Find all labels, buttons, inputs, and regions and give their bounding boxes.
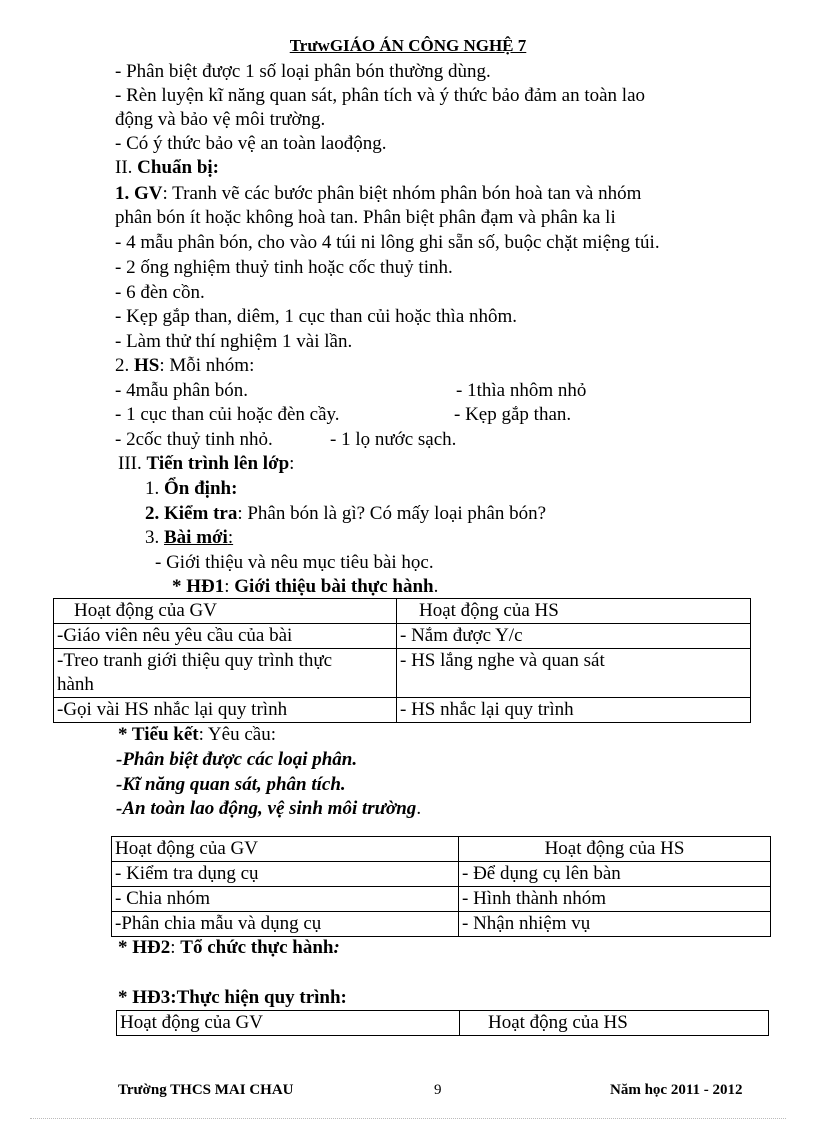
gv-item: - 4 mẫu phân bón, cho vào 4 túi ni lông ghi sẵn số, buộc chặt miệng túi.: [115, 232, 660, 253]
table-header-cell: Hoạt động của GV: [112, 837, 459, 862]
table-row: [54, 698, 751, 723]
table-cell: - HS nhắc lại quy trình: [397, 698, 751, 723]
table-cell: - Nhận nhiệm vụ: [459, 912, 771, 937]
table-header-cell: Hoạt động của HS: [460, 1011, 769, 1036]
table-row: [54, 624, 751, 649]
table-cell: [397, 673, 751, 698]
hs-item: - Kẹp gắp than.: [454, 404, 572, 425]
table-row: [112, 912, 771, 937]
summary-item: -An toàn lao động, vệ sinh môi trường.: [116, 798, 422, 819]
gv-item: - 2 ống nghiệm thuỷ tinh hoặc cốc thuỷ tinh.: [115, 257, 453, 278]
gv-item: - 6 đèn cồn.: [115, 282, 205, 303]
table-cell: - Chia nhóm: [112, 887, 459, 912]
document-header: TrưwGIÁO ÁN CÔNG NGHỆ 7: [289, 36, 527, 55]
hs-item: - 1 lọ nước sạch.: [330, 429, 457, 450]
gv-preparation: 1. GV: Tranh vẽ các bước phân biệt nhóm phân bón hoà tan và nhóm: [115, 183, 642, 204]
table-header-row: [112, 837, 771, 862]
activity-table-2: [111, 836, 771, 937]
hs-preparation: 2. HS: Mỗi nhóm:: [115, 355, 255, 376]
activity-1-heading: * HĐ1: Giới thiệu bài thực hành.: [172, 576, 439, 597]
hs-item: - 1thìa nhôm nhỏ: [456, 380, 587, 401]
step-new-lesson: 3. Bài mới:: [145, 527, 234, 548]
summary-item: -Phân biệt được các loại phân.: [116, 749, 358, 770]
objective-line: - Có ý thức bảo vệ an toàn laođộng.: [115, 133, 387, 154]
table-header-cell: Hoạt động của GV: [117, 1011, 460, 1036]
table-row: [112, 887, 771, 912]
section-heading-process: III. Tiến trình lên lớp:: [118, 453, 295, 474]
page-divider: [30, 1118, 786, 1119]
table-cell: -Gọi vài HS nhắc lại quy trình: [54, 698, 397, 723]
gv-item: - Kẹp gắp than, diêm, 1 cục than củi hoặc thìa nhôm.: [115, 306, 518, 327]
step-stabilize: 1. Ổn định:: [145, 478, 238, 499]
gv-preparation-cont: phân bón ít hoặc không hoà tan. Phân biệt phân đạm và phân ka li: [115, 207, 616, 228]
table-cell: - Kiểm tra dụng cụ: [112, 862, 459, 887]
table-header-cell: Hoạt động của HS: [459, 837, 771, 862]
footer-school: Trường THCS MAI CHAU: [118, 1082, 294, 1098]
objective-line: - Rèn luyện kĩ năng quan sát, phân tích và ý thức bảo đảm an toàn lao: [115, 85, 646, 106]
table-cell: hành: [54, 673, 397, 698]
summary-heading: * Tiểu kết: Yêu cầu:: [118, 724, 276, 745]
table-cell: - HS lắng nghe và quan sát: [397, 649, 751, 674]
table-cell: -Treo tranh giới thiệu quy trình thực: [54, 649, 397, 674]
table-row: [54, 649, 751, 674]
table-cell: -Giáo viên nêu yêu cầu của bài: [54, 624, 397, 649]
summary-item: -Kĩ năng quan sát, phân tích.: [116, 774, 346, 795]
step-check: 2. Kiểm tra: Phân bón là gì? Có mấy loại phân bón?: [145, 503, 547, 524]
table-cell: - Nắm được Y/c: [397, 624, 751, 649]
table-header-row: [117, 1011, 769, 1036]
hs-item: - 2cốc thuỷ tinh nhỏ.: [115, 429, 273, 450]
table-cell: - Để dụng cụ lên bàn: [459, 862, 771, 887]
table-row: [54, 673, 751, 698]
lesson-intro: - Giới thiệu và nêu mục tiêu bài học.: [155, 552, 434, 573]
activity-2-heading: * HĐ2: Tổ chức thực hành:: [118, 937, 340, 958]
hs-item: - 1 cục than củi hoặc đèn cầy.: [115, 404, 340, 425]
hs-item: - 4mẫu phân bón.: [115, 380, 248, 401]
table-cell: - Hình thành nhóm: [459, 887, 771, 912]
activity-table-1: [53, 598, 751, 723]
section-heading-preparation: II. Chuẩn bị:: [115, 157, 220, 178]
objective-line: - Phân biệt được 1 số loại phân bón thường dùng.: [115, 61, 491, 82]
table-cell: -Phân chia mẫu và dụng cụ: [112, 912, 459, 937]
activity-3-heading: * HĐ3:Thực hiện quy trình:: [118, 987, 347, 1008]
table-row: [112, 862, 771, 887]
table-header-cell: Hoạt động của GV: [54, 599, 397, 624]
table-header-cell: Hoạt động của HS: [397, 599, 751, 624]
footer-page-number: 9: [434, 1082, 442, 1098]
footer-school-year: Năm học 2011 - 2012: [610, 1082, 743, 1098]
gv-item: - Làm thử thí nghiệm 1 vài lần.: [115, 331, 353, 352]
objective-line: động và bảo vệ môi trường.: [115, 109, 326, 130]
activity-table-3: [116, 1010, 769, 1036]
table-header-row: [54, 599, 751, 624]
